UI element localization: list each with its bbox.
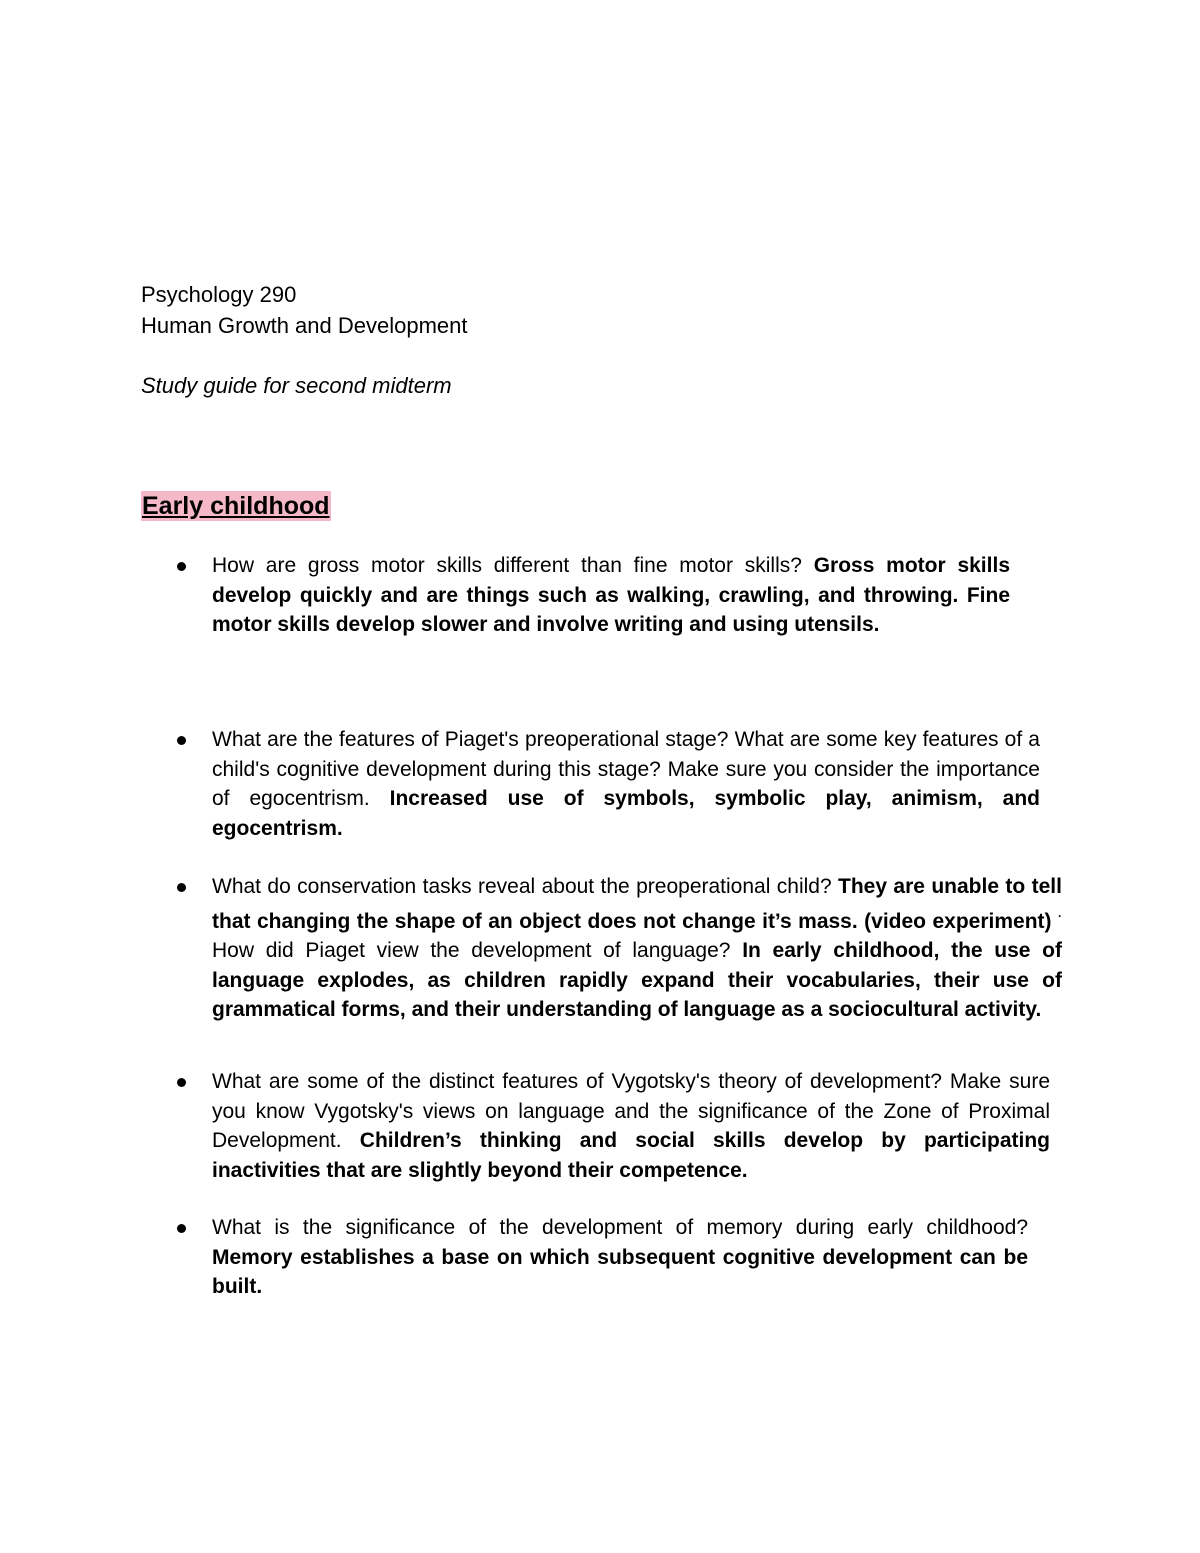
list-item	[212, 725, 1040, 843]
list-item	[212, 1067, 1050, 1185]
bullet-icon	[177, 736, 186, 745]
bullet-icon	[177, 562, 186, 571]
answer-text: Children’s thinking and social skills develop by participating inactivities that are slightly beyond their competence.	[212, 1129, 1050, 1182]
bullet-icon	[177, 1078, 186, 1087]
course-number: Psychology 290	[141, 282, 297, 307]
list-item	[212, 551, 1010, 640]
list-item	[212, 1213, 1028, 1302]
question-text-2: How did Piaget view the development of language?	[212, 939, 731, 962]
answer-text: Memory establishes a base on which subsequent cognitive development can be built.	[212, 1245, 1028, 1298]
question-text: What are the features of Piaget's preoperational stage? What are some key features of a child's cognitive development during this stage? Make sure you consider the importance of egocentrism.	[212, 728, 1040, 810]
bullet-icon	[177, 1224, 186, 1233]
answer-text: They are unable to tell that changing the shape of an object does not change it’s mass. (video experiment)	[212, 875, 1062, 933]
answer-text: Increased use of symbols, symbolic play, animism, and egocentrism.	[212, 787, 1040, 840]
question-text: How are gross motor skills different than fine motor skills?	[212, 554, 802, 577]
course-title: Human Growth and Development	[141, 313, 468, 338]
question-text: What do conservation tasks reveal about the preoperational child?	[212, 875, 832, 898]
answer-text-2: In early childhood, the use of language explodes, as children rapidly expand their vocabularies, their use of grammatical forms, and their understanding of language as a sociocultural activity.	[212, 939, 1063, 1021]
question-text: What are some of the distinct features of Vygotsky's theory of development? Make sure you know Vygotsky's views on language and the significance of the Zone of Proximal Development.	[212, 1070, 1050, 1152]
inline-dot: ·	[1058, 908, 1062, 923]
section-heading: Early childhood	[142, 492, 330, 520]
answer-text: Gross motor skills develop quickly and are things such as walking, crawling, and throwing. Fine motor skills develop slower and involve writing and using utensils.	[212, 554, 1010, 636]
document-subtitle: Study guide for second midterm	[141, 373, 452, 398]
bullet-icon	[177, 883, 186, 892]
list-item	[212, 872, 1062, 1025]
question-text: What is the significance of the development of memory during early childhood?	[212, 1216, 1028, 1239]
